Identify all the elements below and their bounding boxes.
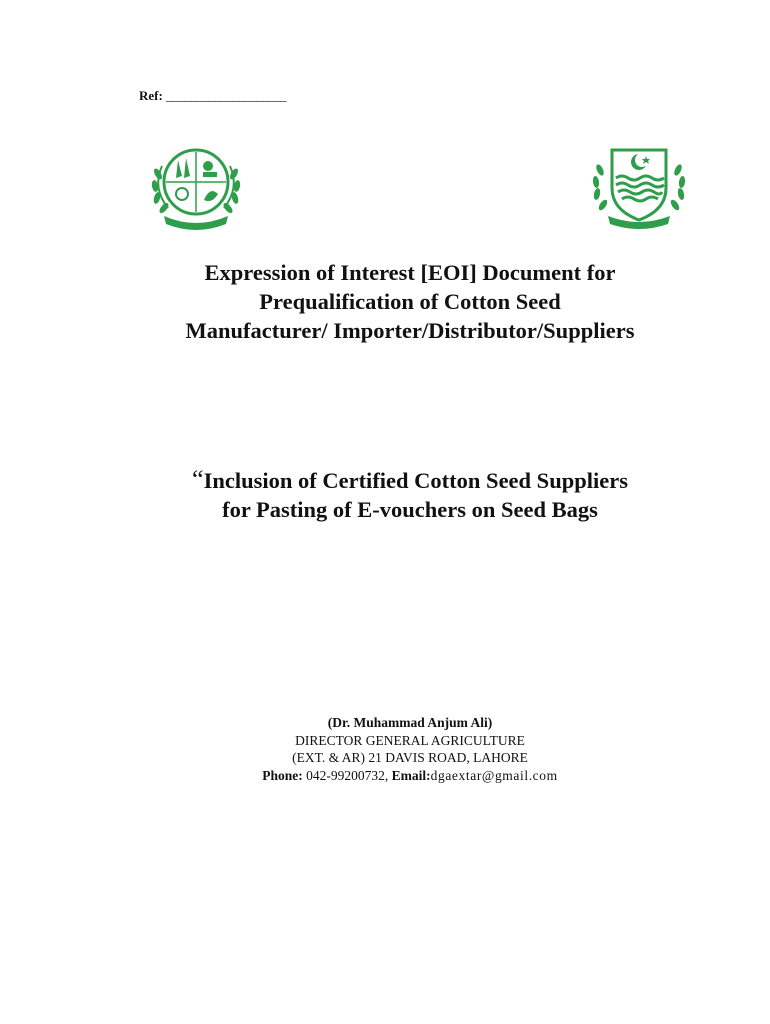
title-line-3: Manufacturer/ Importer/Distributor/Suppliers [185,318,635,343]
subtitle-line-1 [60,465,760,495]
document-title [60,258,760,345]
open-quote: “ [192,465,204,494]
contact-phone-email [160,767,660,785]
email-value: dgaextar@gmail.com [430,767,558,783]
subtitle-line-1-text: Inclusion of Certified Cotton Seed Suppliers [203,468,628,493]
contact-name: (Dr. Muhammad Anjum Ali) [327,715,493,730]
title-line-1: Expression of Interest [EOI] Document for [204,260,616,285]
punjab-government-emblem-icon [588,140,690,230]
reference-blank-line: ____________________ [166,88,287,103]
contact-address: (EXT. & AR) 21 DAVIS ROAD, LAHORE [292,750,528,765]
document-subtitle [60,465,760,524]
email-label: Email: [391,767,431,783]
reference-label: Ref: [139,88,163,103]
reference-field [139,88,286,104]
phone-value: 042-99200732, [306,767,389,783]
title-line-2: Prequalification of Cotton Seed [259,289,561,314]
contact-block [160,714,660,784]
contact-designation: DIRECTOR GENERAL AGRICULTURE [295,732,525,748]
subtitle-line-2: for Pasting of E-vouchers on Seed Bags [222,497,598,522]
phone-label: Phone: [262,767,303,783]
agriculture-department-seal-icon [146,138,246,232]
